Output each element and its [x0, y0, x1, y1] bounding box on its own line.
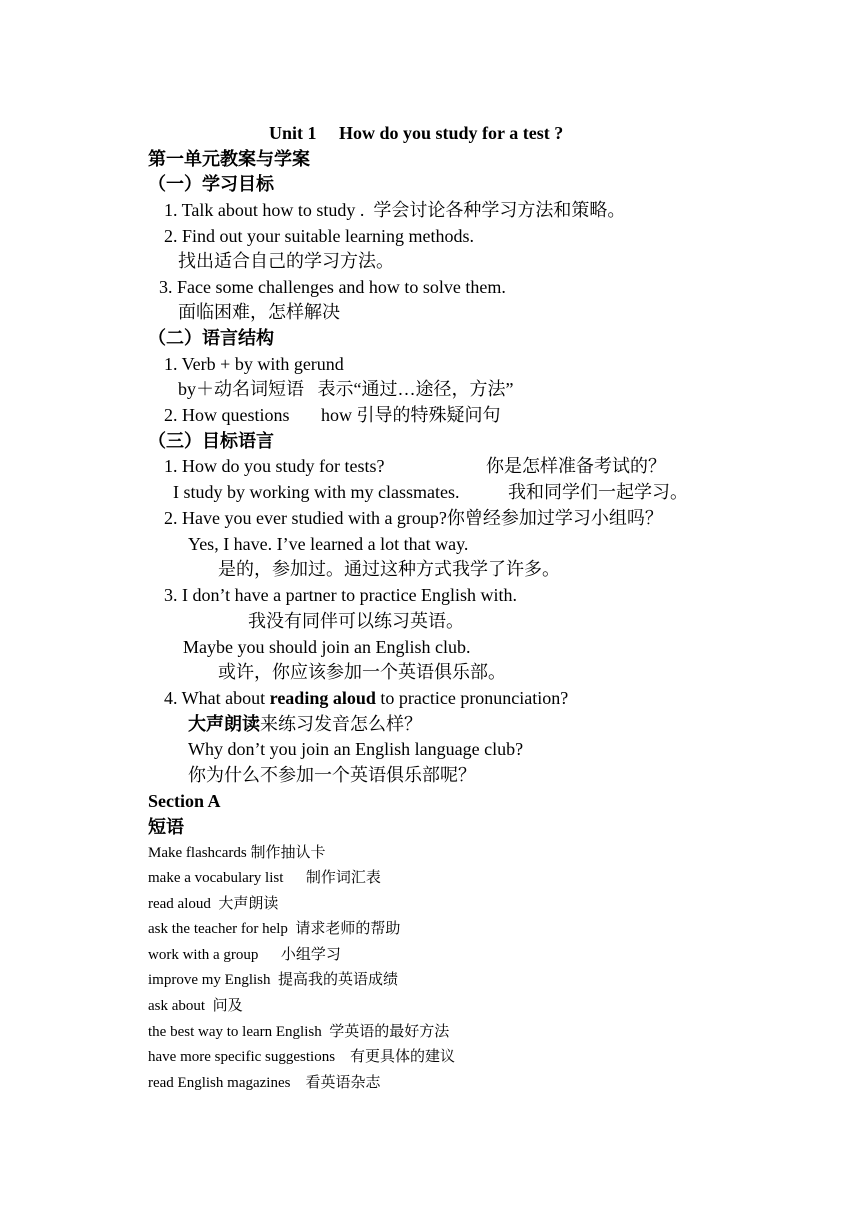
section3-q4-cn	[188, 712, 422, 736]
section3-q4-pre: 4. What about	[164, 688, 270, 708]
phrase-item: have more specific suggestions 有更具体的建议	[148, 1049, 456, 1065]
section3-q4-cn-bold: 大声朗读	[188, 714, 260, 734]
section2-item1: 1. Verb + by with gerund	[164, 354, 344, 374]
section3-a3-cn: 或许，你应该参加一个英语俱乐部。	[218, 662, 506, 682]
phrase-item: the best way to learn English 学英语的最好方法	[148, 1024, 450, 1040]
phrase-item: ask about 问及	[148, 998, 243, 1014]
section2-title: （二）语言结构	[148, 328, 274, 348]
section3-q4	[164, 686, 568, 710]
section3-q1-cn: 你是怎样准备考试的？	[486, 456, 666, 476]
section1-item2: 2. Find out your suitable learning methods.	[164, 226, 474, 246]
section-a-title: Section A	[148, 791, 221, 811]
phrase-item: read aloud 大声朗读	[148, 896, 279, 912]
phrase-item: make a vocabulary list 制作词汇表	[148, 870, 381, 886]
document-title: Unit 1 How do you study for a test ?	[269, 123, 564, 143]
section3-a1-cn: 我和同学们一起学习。	[508, 482, 688, 502]
section1-item3: 3. Face some challenges and how to solve them.	[159, 277, 506, 297]
section3-a4: Why don’t you join an English language club?	[188, 739, 524, 759]
section3-a1: I study by working with my classmates.	[173, 482, 460, 502]
section1-item3-cn: 面临困难，怎样解决	[178, 302, 340, 322]
section1-title: （一）学习目标	[148, 174, 274, 194]
section3-q2: 2. Have you ever studied with a group?你曾经参加过学习小组吗？	[164, 508, 663, 528]
phrase-item: improve my English 提高我的英语成绩	[148, 972, 398, 988]
section3-q3-cn: 我没有同伴可以练习英语。	[248, 611, 464, 631]
phrases-title: 短语	[148, 817, 184, 837]
section3-q4-cn-rest: 来练习发音怎么样？	[260, 714, 422, 734]
section3-q4-bold: reading aloud	[269, 688, 376, 708]
section2-item2: 2. How questions how 引导的特殊疑问句	[164, 405, 501, 425]
section3-a2: Yes, I have. I’ve learned a lot that way.	[188, 534, 469, 554]
section3-q3: 3. I don’t have a partner to practice English with.	[164, 585, 518, 605]
section3-a4-cn: 你为什么不参加一个英语俱乐部呢？	[188, 765, 476, 785]
section1-item1: 1. Talk about how to study . 学会讨论各种学习方法和策略。	[164, 200, 626, 220]
document-heading: 第一单元教案与学案	[148, 149, 310, 169]
phrase-item: ask the teacher for help 请求老师的帮助	[148, 921, 401, 937]
section1-item2-cn: 找出适合自己的学习方法。	[178, 251, 394, 271]
section3-a3: Maybe you should join an English club.	[183, 637, 471, 657]
section3-a2-cn: 是的，参加过。通过这种方式我学了许多。	[218, 559, 560, 579]
section3-q4-post: to practice pronunciation?	[375, 688, 569, 708]
phrase-item: work with a group 小组学习	[148, 947, 341, 963]
section3-q1: 1. How do you study for tests?	[164, 456, 385, 476]
section2-item1-cn: by＋动名词短语 表示“通过…途径，方法”	[178, 379, 514, 399]
section3-title: （三）目标语言	[148, 431, 274, 451]
phrase-item: read English magazines 看英语杂志	[148, 1075, 381, 1091]
phrase-item: Make flashcards 制作抽认卡	[148, 845, 326, 861]
